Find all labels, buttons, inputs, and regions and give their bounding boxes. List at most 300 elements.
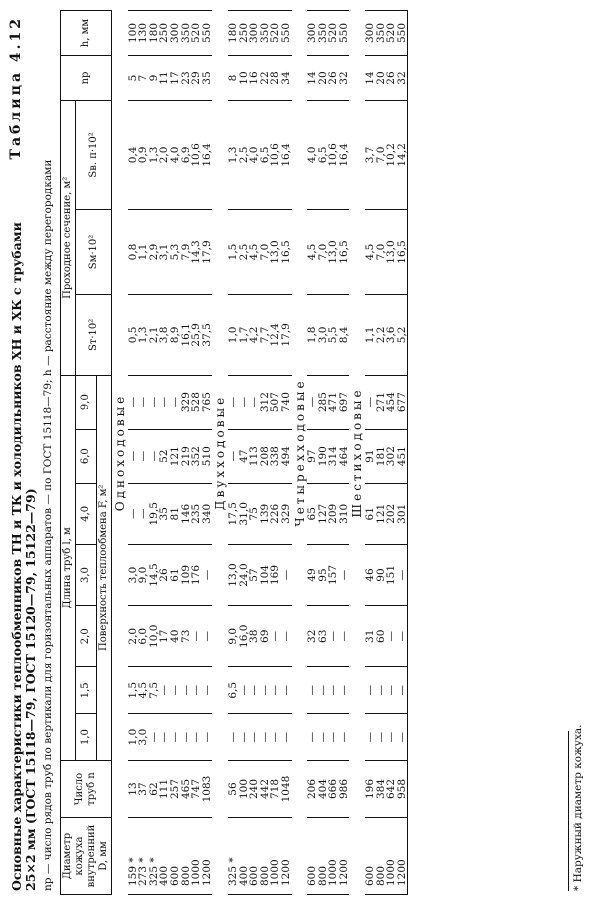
table-cell: 49	[307, 544, 318, 605]
table-cell: 208	[260, 429, 271, 483]
table-cell: 494	[281, 429, 292, 483]
table-cell: 1,3	[228, 101, 239, 210]
table-cell: 34	[281, 56, 292, 101]
table-cell: 384	[376, 761, 387, 818]
table-cell: 16,1	[181, 295, 192, 375]
table-cell: —	[170, 714, 181, 761]
table-cell: 340	[202, 483, 213, 544]
table-cell: —	[397, 667, 408, 714]
table-cell: 16	[249, 56, 260, 101]
table-cell: 329	[181, 375, 192, 429]
table-cell: 550	[202, 11, 213, 56]
table-note: nр — число рядов труб по вертикали для горизонтальных аппаратов — по ГОСТ 15118—79; h — расстояние между перегородками	[42, 159, 54, 891]
table-cell: 52	[159, 429, 170, 483]
table-cell: —	[307, 714, 318, 761]
table-cell: 57	[249, 544, 260, 605]
table-cell: 180	[228, 11, 239, 56]
table-body	[112, 11, 408, 895]
table-cell: —	[239, 375, 250, 429]
table-cell: 677	[397, 375, 408, 429]
table-cell: 181	[376, 429, 387, 483]
table-cell: 127	[318, 483, 329, 544]
table-cell: 2,5	[239, 209, 250, 294]
header-tubes: Число труб n	[61, 761, 112, 818]
table-cell: —	[128, 375, 139, 429]
table-cell: —	[397, 714, 408, 761]
table-cell: 2,0	[159, 101, 170, 210]
table-cell: 6,5	[318, 101, 329, 210]
table-cell: 520	[270, 11, 281, 56]
table-cell: 350	[181, 11, 192, 56]
table-cell: 465	[181, 761, 192, 818]
section-title: Четырехходовые	[292, 378, 307, 527]
table-cell: 46	[365, 544, 376, 605]
table-cell: 451	[397, 429, 408, 483]
table-cell: 0,9	[138, 101, 149, 210]
table-cell: 3,0	[128, 544, 139, 605]
table-cell: 16,4	[339, 101, 350, 210]
table-cell: 1,1	[138, 209, 149, 294]
table-cell: 1,5	[128, 667, 139, 714]
table-cell: 1,3	[138, 295, 149, 375]
table-cell: 800	[376, 818, 387, 895]
header-surface: Поверхность теплообмена F, м²	[97, 375, 112, 760]
table-cell: 202	[386, 483, 397, 544]
table-cell: 7,0	[376, 101, 387, 210]
table-cell: 69	[260, 606, 271, 667]
table-cell: —	[138, 375, 149, 429]
table-cell: —	[397, 544, 408, 605]
section-title-row	[292, 11, 308, 895]
table-cell: 1000	[328, 818, 339, 895]
table-cell: 113	[249, 429, 260, 483]
table-cell: 62	[149, 761, 160, 818]
section-title: Одноходовые	[113, 393, 127, 512]
table-cell: 235	[191, 483, 202, 544]
table-cell: 240	[249, 761, 260, 818]
table-cell: 454	[386, 375, 397, 429]
table-cell: —	[159, 714, 170, 761]
table-cell: 20	[318, 56, 329, 101]
table-cell: 16,5	[339, 209, 350, 294]
table-cell: 130	[138, 11, 149, 56]
table-cell: 22	[260, 56, 271, 101]
section-title: Двухходовые	[213, 394, 228, 511]
table-cell: 520	[328, 11, 339, 56]
table-cell: 310	[339, 483, 350, 544]
table-cell: —	[128, 429, 139, 483]
table-cell: 28	[270, 56, 281, 101]
table-cell: —	[397, 606, 408, 667]
table-header	[61, 11, 112, 895]
table-cell: —	[270, 667, 281, 714]
table-cell: —	[281, 606, 292, 667]
table-cell: 95	[318, 544, 329, 605]
table-cell: 325 *	[149, 818, 160, 895]
table-cell: 338	[270, 429, 281, 483]
table-cell: 14,2	[397, 101, 408, 210]
table-cell: —	[281, 714, 292, 761]
table-cell: —	[138, 483, 149, 544]
table-cell: 17	[170, 56, 181, 101]
table-cell: 2,5	[239, 101, 250, 210]
table-cell: 10,2	[386, 101, 397, 210]
table-cell: 226	[270, 483, 281, 544]
table-cell: —	[328, 714, 339, 761]
table-cell: 2,9	[149, 209, 160, 294]
table-cell: 3,8	[159, 295, 170, 375]
table-cell: 9,0	[228, 606, 239, 667]
table-cell: 16,5	[397, 209, 408, 294]
table-cell: 1200	[339, 818, 350, 895]
table-cell: —	[149, 429, 160, 483]
table-cell: 25,9	[191, 295, 202, 375]
table-cell: 2,2	[376, 295, 387, 375]
table-cell: —	[181, 667, 192, 714]
table-cell: —	[202, 606, 213, 667]
table-cell: 718	[270, 761, 281, 818]
table-cell: —	[228, 714, 239, 761]
header-length-4: 3,0	[76, 544, 97, 605]
table-cell: 219	[181, 429, 192, 483]
table-cell: 800	[181, 818, 192, 895]
table-cell: —	[159, 375, 170, 429]
table-cell: 400	[239, 818, 250, 895]
table-cell: 800	[318, 818, 329, 895]
table-cell: 139	[260, 483, 271, 544]
table-cell: 350	[318, 11, 329, 56]
table-cell: 1200	[202, 818, 213, 895]
table-cell: —	[328, 606, 339, 667]
table-cell: 6,5	[228, 667, 239, 714]
table-cell: 91	[365, 429, 376, 483]
table-cell: 352	[191, 429, 202, 483]
table-cell: 350	[376, 11, 387, 56]
table-cell: 121	[376, 483, 387, 544]
table-cell: 6,9	[181, 101, 192, 210]
table-cell: 3,1	[159, 209, 170, 294]
table-cell: —	[339, 714, 350, 761]
table-row	[339, 11, 350, 895]
table-row	[281, 11, 292, 895]
table-cell: —	[270, 714, 281, 761]
table-cell: 271	[376, 375, 387, 429]
table-cell: —	[149, 375, 160, 429]
table-cell: 196	[365, 761, 376, 818]
table-cell: 3,6	[386, 295, 397, 375]
table-cell: 97	[307, 429, 318, 483]
table-cell: —	[328, 667, 339, 714]
table-cell: 300	[365, 11, 376, 56]
table-cell: —	[202, 714, 213, 761]
table-cell: —	[376, 714, 387, 761]
table-cell: 507	[270, 375, 281, 429]
table-cell: 520	[386, 11, 397, 56]
table-cell: 81	[170, 483, 181, 544]
table-cell: 1,1	[365, 295, 376, 375]
table-cell: 121	[170, 429, 181, 483]
table-cell: 14	[365, 56, 376, 101]
table-cell: 13	[128, 761, 139, 818]
table-cell: 800	[260, 818, 271, 895]
header-length-6: 6,0	[76, 429, 97, 483]
header-svp: Sв. п·10²	[76, 101, 112, 210]
table-cell: 61	[365, 483, 376, 544]
table-cell: 8,4	[339, 295, 350, 375]
table-cell: 29	[191, 56, 202, 101]
table-cell: 40	[170, 606, 181, 667]
table-cell: 7	[138, 56, 149, 101]
heat-exchanger-table	[60, 10, 408, 895]
table-cell: —	[339, 544, 350, 605]
table-cell: 111	[159, 761, 170, 818]
table-cell: 100	[128, 11, 139, 56]
table-cell: 104	[260, 544, 271, 605]
table-cell: 350	[260, 11, 271, 56]
table-cell: 190	[318, 429, 329, 483]
section-title-row	[112, 11, 128, 895]
table-cell: 520	[191, 11, 202, 56]
section-title-row	[349, 11, 365, 895]
table-cell: —	[128, 483, 139, 544]
table-cell: 7,0	[318, 209, 329, 294]
table-cell: 4,0	[249, 101, 260, 210]
table-cell: —	[249, 714, 260, 761]
table-cell: 666	[328, 761, 339, 818]
table-cell: 32	[339, 56, 350, 101]
table-cell: 3,0	[318, 295, 329, 375]
table-cell: 13,0	[328, 209, 339, 294]
table-cell: 400	[159, 818, 170, 895]
table-cell: 3,7	[365, 101, 376, 210]
table-cell: 600	[307, 818, 318, 895]
table-cell: 1000	[386, 818, 397, 895]
table-cell: 14,5	[149, 544, 160, 605]
table-cell: —	[365, 375, 376, 429]
table-cell: 6,0	[138, 606, 149, 667]
table-cell: —	[191, 606, 202, 667]
table-cell: 471	[328, 375, 339, 429]
table-cell: 250	[159, 11, 170, 56]
table-cell: —	[191, 667, 202, 714]
table-cell: 5,3	[170, 209, 181, 294]
header-length-group: Длина труб l, м	[61, 375, 76, 760]
table-cell: —	[281, 667, 292, 714]
table-cell: 1048	[281, 761, 292, 818]
table-row	[397, 11, 408, 895]
table-cell: 302	[386, 429, 397, 483]
table-cell: 37,5	[202, 295, 213, 375]
table-cell: 765	[202, 375, 213, 429]
table-cell: 442	[260, 761, 271, 818]
table-cell: —	[281, 544, 292, 605]
table-row	[228, 11, 239, 895]
table-cell: —	[307, 375, 318, 429]
table-cell: 10,6	[270, 101, 281, 210]
table-cell: —	[170, 375, 181, 429]
table-cell: 325 *	[228, 818, 239, 895]
table-row	[170, 11, 181, 895]
table-row	[202, 11, 213, 895]
table-cell: 1,3	[149, 101, 160, 210]
table-cell: 2,0	[128, 606, 139, 667]
table-cell: 740	[281, 375, 292, 429]
header-st: Sт·10²	[76, 295, 112, 375]
table-cell: 404	[318, 761, 329, 818]
table-cell: 35	[159, 483, 170, 544]
table-cell: —	[339, 667, 350, 714]
table-cell: —	[202, 544, 213, 605]
section-title: Шестиходовые	[350, 387, 365, 518]
table-cell: 273 *	[138, 818, 149, 895]
table-cell: —	[318, 714, 329, 761]
table-cell: 13,0	[270, 209, 281, 294]
table-cell: —	[307, 667, 318, 714]
table-cell: 159 *	[128, 818, 139, 895]
table-cell: —	[386, 667, 397, 714]
table-cell: 14,3	[191, 209, 202, 294]
table-cell: 285	[318, 375, 329, 429]
table-cell: —	[159, 667, 170, 714]
table-cell: 550	[339, 11, 350, 56]
table-cell: 31	[365, 606, 376, 667]
table-cell: 747	[191, 761, 202, 818]
table-cell: 1,8	[307, 295, 318, 375]
table-cell: 697	[339, 375, 350, 429]
table-cell: 17,9	[281, 295, 292, 375]
section-title-row	[212, 11, 228, 895]
table-cell: 151	[386, 544, 397, 605]
table-cell: 550	[397, 11, 408, 56]
table-cell: 0,5	[128, 295, 139, 375]
table-cell: 56	[228, 761, 239, 818]
table-cell: 35	[202, 56, 213, 101]
footnote: * Наружный диаметр кожуха.	[572, 724, 584, 891]
table-cell: 7,0	[376, 209, 387, 294]
table-cell: 73	[181, 606, 192, 667]
table-cell: —	[318, 667, 329, 714]
table-cell: —	[191, 714, 202, 761]
table-cell: —	[365, 667, 376, 714]
table-cell: 146	[181, 483, 192, 544]
table-cell: 10,6	[191, 101, 202, 210]
table-cell: 61	[170, 544, 181, 605]
table-cell: 642	[386, 761, 397, 818]
table-cell: 600	[249, 818, 260, 895]
table-cell: 550	[281, 11, 292, 56]
table-cell: 17,9	[202, 209, 213, 294]
table-cell: 1000	[270, 818, 281, 895]
table-cell: —	[138, 429, 149, 483]
table-cell: 9	[149, 56, 160, 101]
header-length-7: 9,0	[76, 375, 97, 429]
table-cell: 4,0	[307, 101, 318, 210]
table-cell: 9,0	[138, 544, 149, 605]
table-cell: 13,0	[386, 209, 397, 294]
table-cell: 1,0	[228, 295, 239, 375]
table-cell: 7,7	[260, 295, 271, 375]
table-cell: 8	[228, 56, 239, 101]
table-cell: 5	[128, 56, 139, 101]
header-length-2: 1,5	[76, 667, 97, 714]
table-cell: 75	[249, 483, 260, 544]
table-cell: 464	[339, 429, 350, 483]
table-cell: 600	[170, 818, 181, 895]
table-cell: 10,0	[149, 606, 160, 667]
table-cell: —	[249, 375, 260, 429]
header-sm: Sм·10²	[76, 209, 112, 294]
table-cell: 10	[239, 56, 250, 101]
table-cell: 5,2	[397, 295, 408, 375]
table-caption: Основные характеристики теплообменников ТН и ТК и холодильников ХН и ХК с трубами 25×2 мм (ГОСТ 15118—79, ГОСТ 15120—79, 15122—79)	[9, 222, 38, 891]
table-cell: 16,4	[202, 101, 213, 210]
table-cell: 90	[376, 544, 387, 605]
table-cell: 7,0	[260, 209, 271, 294]
table-cell: 13,0	[228, 544, 239, 605]
table-cell: 31,0	[239, 483, 250, 544]
table-cell: 10,6	[328, 101, 339, 210]
table-cell: 32	[307, 606, 318, 667]
table-cell: 180	[149, 11, 160, 56]
table-cell: 2,1	[149, 295, 160, 375]
table-cell: 12,4	[270, 295, 281, 375]
table-cell: 32	[397, 56, 408, 101]
header-length-5: 4,0	[76, 483, 97, 544]
table-cell: 1083	[202, 761, 213, 818]
table-cell: 26	[328, 56, 339, 101]
table-cell: 5,5	[328, 295, 339, 375]
table-cell: 209	[328, 483, 339, 544]
table-cell: 14	[307, 56, 318, 101]
table-cell: —	[170, 667, 181, 714]
table-cell: 4,0	[170, 101, 181, 210]
table-cell: 8,9	[170, 295, 181, 375]
table-cell: 23	[181, 56, 192, 101]
table-cell: 17,5	[228, 483, 239, 544]
table-cell: 0,8	[128, 209, 139, 294]
table-cell: 958	[397, 761, 408, 818]
table-cell: —	[239, 714, 250, 761]
table-cell: 1,0	[128, 714, 139, 761]
header-length-1: 1,0	[76, 714, 97, 761]
table-cell: 1,5	[228, 209, 239, 294]
table-cell: 1,7	[239, 295, 250, 375]
table-cell: —	[339, 606, 350, 667]
table-cell: 7,9	[181, 209, 192, 294]
table-cell: 986	[339, 761, 350, 818]
table-cell: —	[181, 714, 192, 761]
table-cell: —	[249, 667, 260, 714]
table-cell: 1000	[191, 818, 202, 895]
table-cell: 6,5	[260, 101, 271, 210]
table-cell: 3,0	[138, 714, 149, 761]
table-cell: 16,0	[239, 606, 250, 667]
table-cell: 19,5	[149, 483, 160, 544]
table-cell: 26	[386, 56, 397, 101]
table-cell: 47	[239, 429, 250, 483]
table-cell: 4,5	[365, 209, 376, 294]
header-np: nр	[61, 56, 112, 101]
table-cell: 4,5	[138, 667, 149, 714]
table-cell: 65	[307, 483, 318, 544]
table-cell: 510	[202, 429, 213, 483]
table-cell: 7,5	[149, 667, 160, 714]
table-cell: 4,2	[249, 295, 260, 375]
table-cell: 20	[376, 56, 387, 101]
table-number: Таблица 4.12	[8, 16, 24, 160]
table-cell: —	[270, 606, 281, 667]
header-diameter: Диаметр кожуха внутренний D, мм	[61, 818, 112, 895]
